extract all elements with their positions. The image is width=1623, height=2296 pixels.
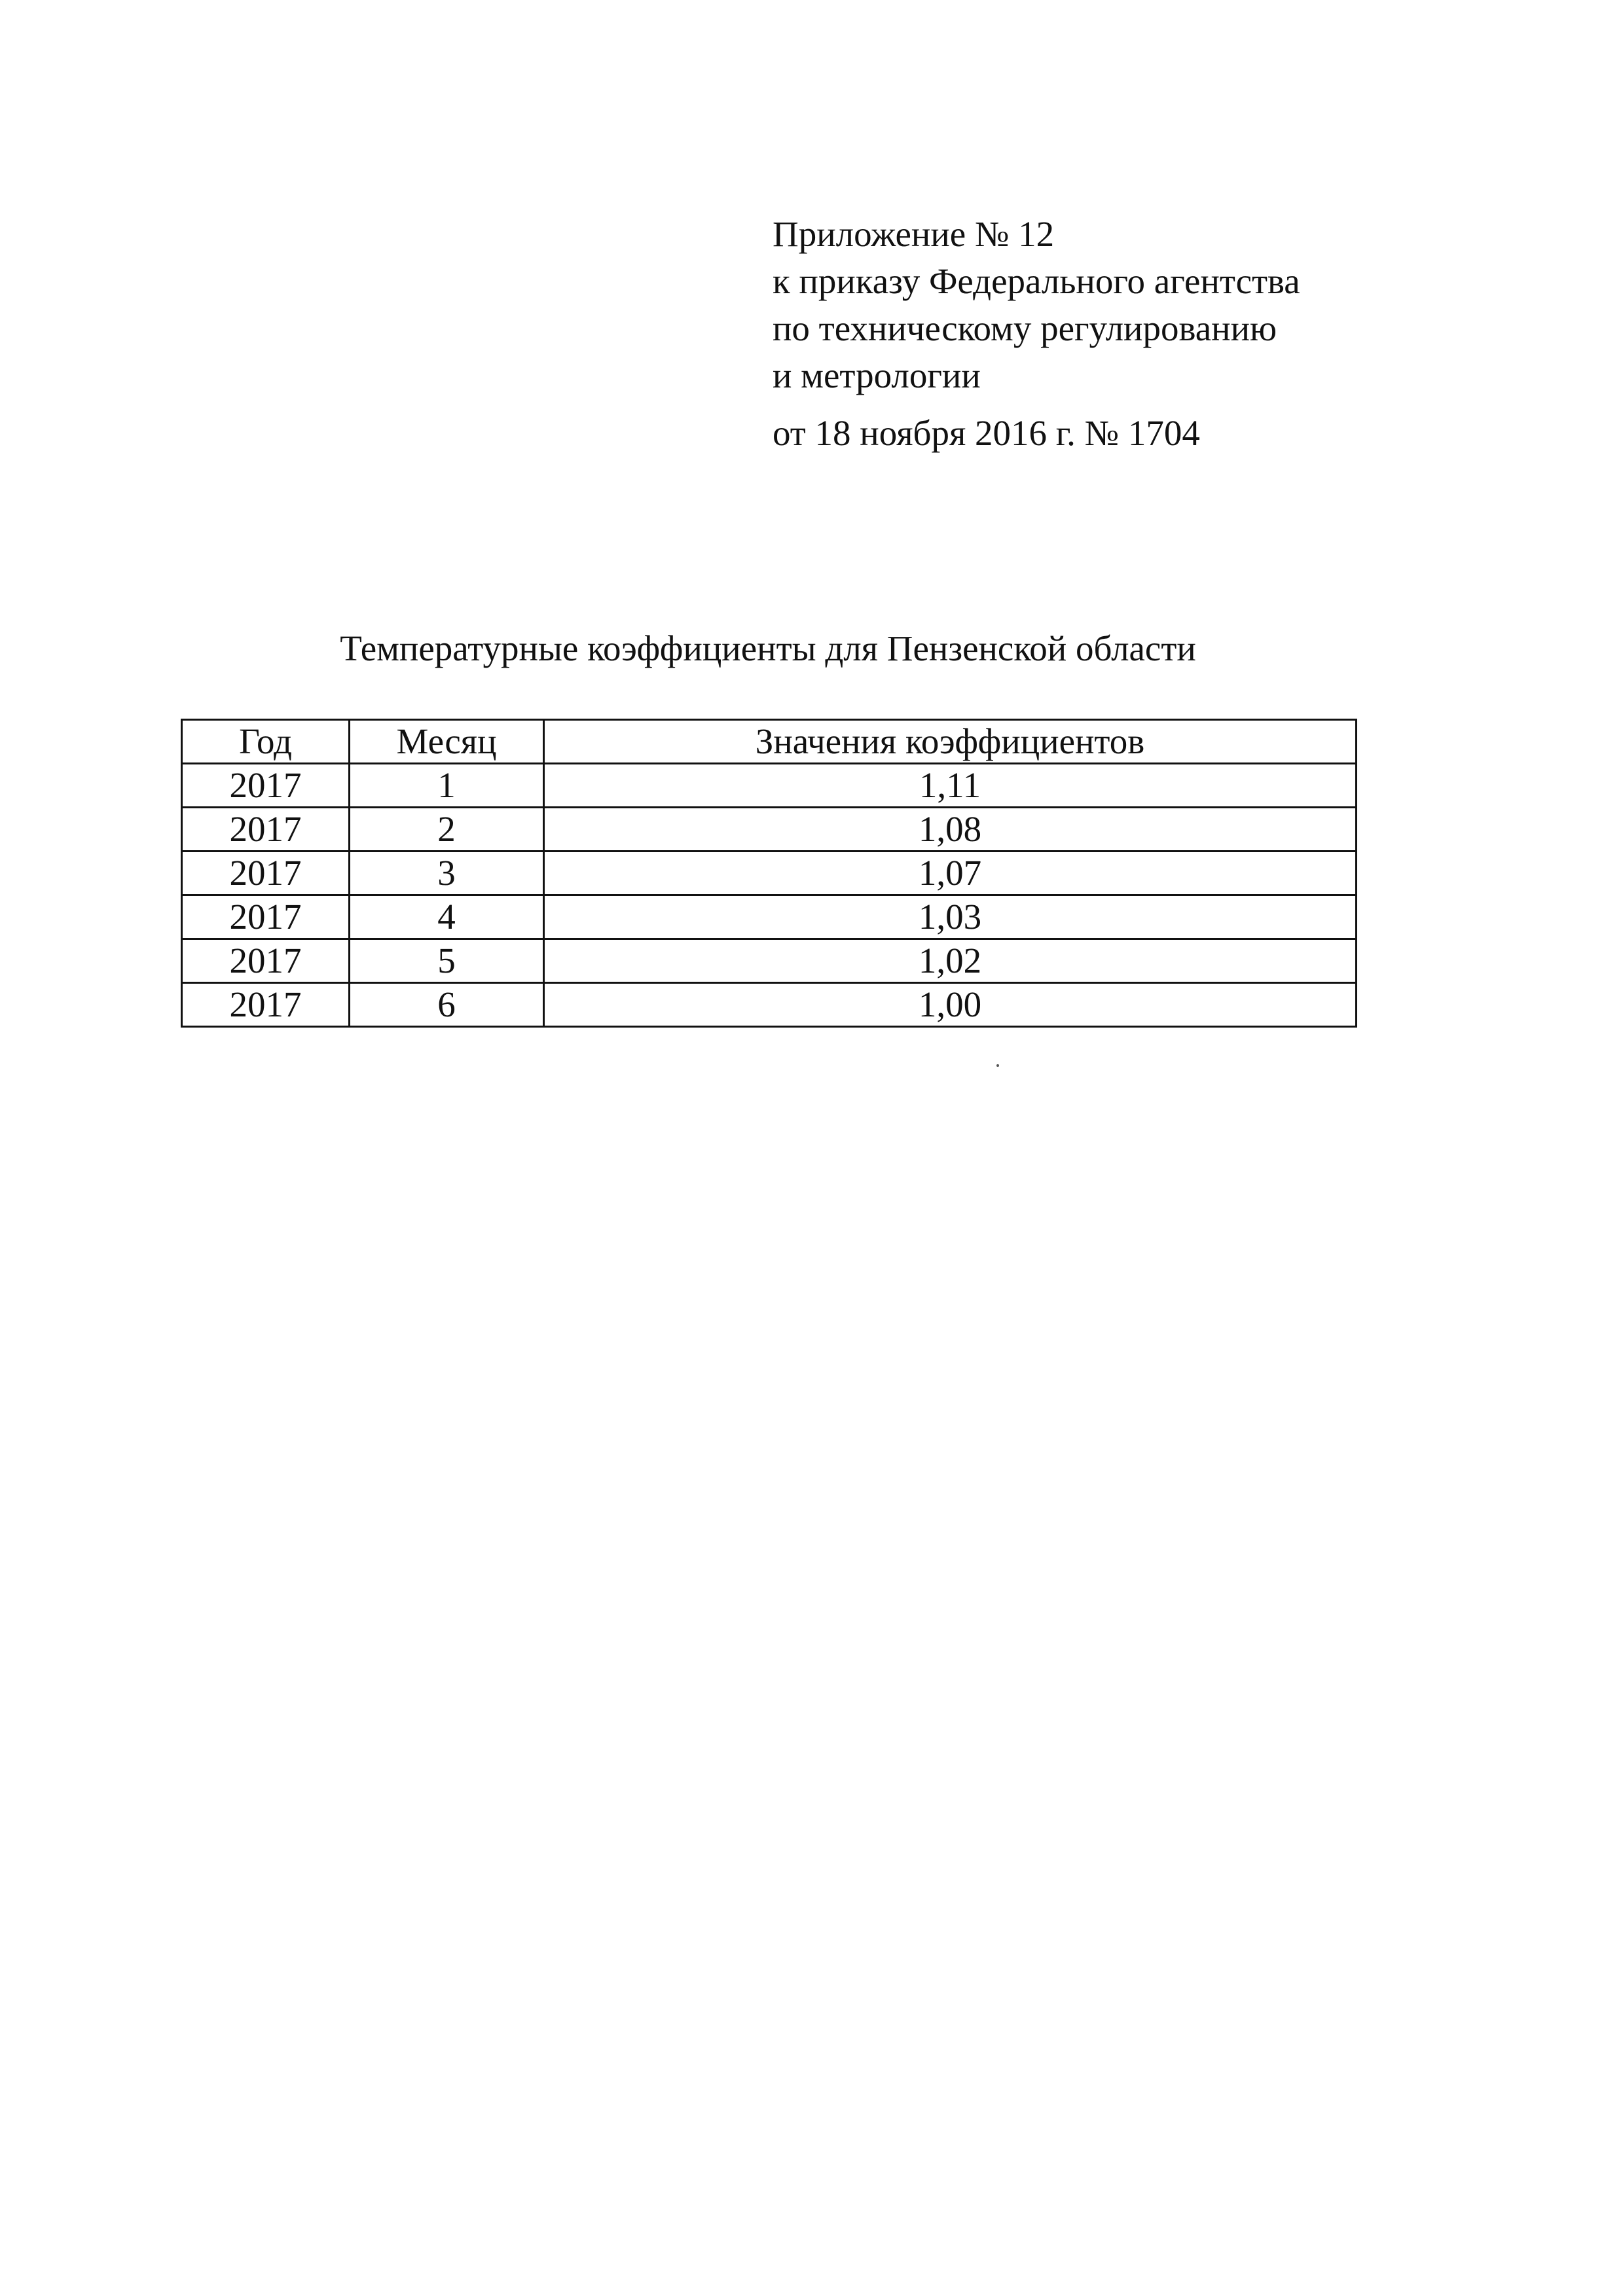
cell-coefficient: 1,00 <box>544 983 1357 1027</box>
appendix-header <box>773 211 1558 457</box>
cell-month: 1 <box>350 764 544 808</box>
coefficients-table <box>181 719 1357 1028</box>
cell-month: 6 <box>350 983 544 1027</box>
appendix-agency-line: по техническому регулированию <box>773 308 1277 348</box>
cell-year: 2017 <box>182 764 350 808</box>
table-row <box>182 764 1357 808</box>
appendix-metrology-line: и метрологии <box>773 355 981 395</box>
table-row <box>182 895 1357 939</box>
cell-coefficient: 1,07 <box>544 852 1357 895</box>
cell-month: 5 <box>350 939 544 983</box>
table-row <box>182 808 1357 852</box>
cell-year: 2017 <box>182 852 350 895</box>
table-row <box>182 983 1357 1027</box>
table-header-row <box>182 720 1357 764</box>
header-year: Год <box>182 720 350 764</box>
table-row <box>182 852 1357 895</box>
cell-year: 2017 <box>182 808 350 852</box>
document-title: Температурные коэффициенты для Пензенской области <box>340 628 1196 668</box>
appendix-date-number: от 18 ноября 2016 г. № 1704 <box>773 413 1200 453</box>
cell-month: 3 <box>350 852 544 895</box>
cell-year: 2017 <box>182 983 350 1027</box>
cell-year: 2017 <box>182 939 350 983</box>
cell-coefficient: 1,02 <box>544 939 1357 983</box>
cell-coefficient: 1,11 <box>544 764 1357 808</box>
cell-year: 2017 <box>182 895 350 939</box>
table-row <box>182 939 1357 983</box>
appendix-order-ref: к приказу Федерального агентства <box>773 261 1300 301</box>
cell-coefficient: 1,03 <box>544 895 1357 939</box>
header-month: Месяц <box>350 720 544 764</box>
appendix-number: Приложение № 12 <box>773 214 1055 254</box>
scan-speck <box>996 1064 999 1067</box>
cell-month: 4 <box>350 895 544 939</box>
header-coefficient: Значения коэффициентов <box>544 720 1357 764</box>
cell-coefficient: 1,08 <box>544 808 1357 852</box>
cell-month: 2 <box>350 808 544 852</box>
